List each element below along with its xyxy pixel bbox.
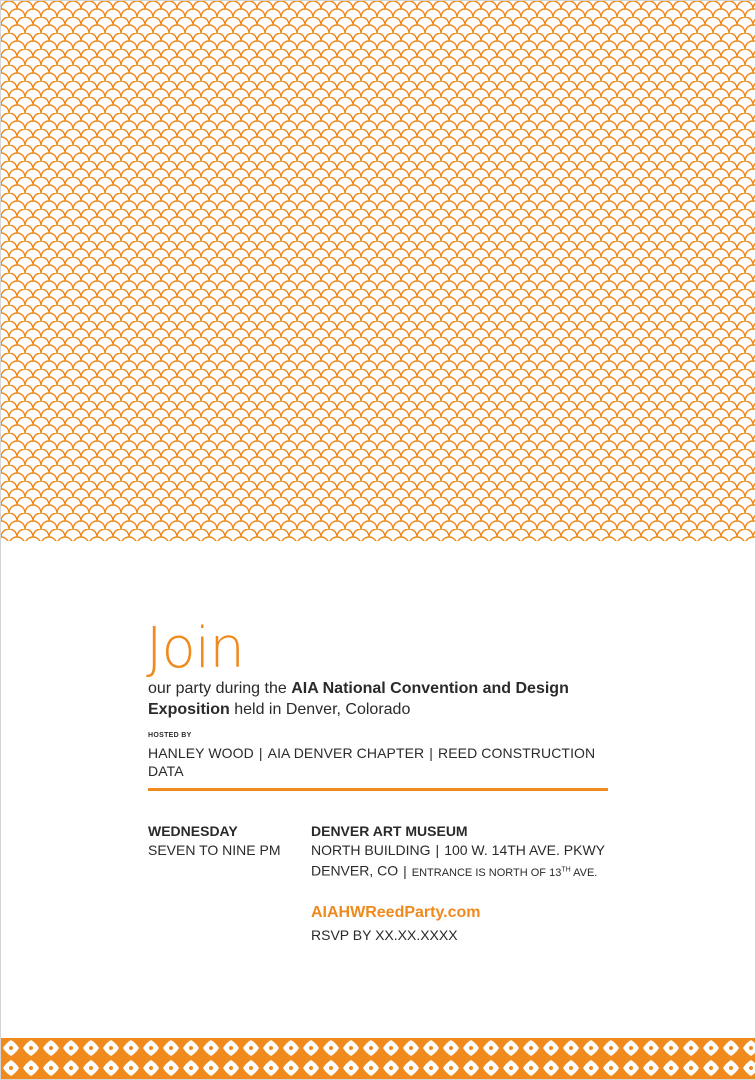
- hosted-by-label: HOSTED BY: [148, 732, 192, 739]
- when-column: [148, 822, 298, 860]
- host-aia-denver: AIA DENVER CHAPTER: [267, 745, 425, 761]
- invitation-intro: [148, 618, 618, 780]
- event-name: AIA National Convention and Design Exposition: [148, 680, 569, 718]
- entrance-note: ENTRANCE IS NORTH OF 13TH AVE.: [411, 866, 598, 879]
- headline: Join: [146, 616, 244, 681]
- venue-street: 100 W. 14TH AVE. PKWY: [444, 842, 605, 858]
- intro-pre: our party during the: [148, 680, 292, 697]
- rsvp-website-link[interactable]: AIAHWReedParty.com: [311, 903, 481, 921]
- venue-city: DENVER, CO: [311, 862, 399, 879]
- host-separator: |: [258, 745, 263, 761]
- address-separator: |: [403, 862, 407, 879]
- scale-pattern-banner: [1, 1, 755, 541]
- quatrefoil-pattern: [1, 1038, 755, 1079]
- scale-pattern: [1, 1, 755, 541]
- venue-name: DENVER ART MUSEUM: [311, 823, 468, 839]
- host-hanley-wood: HANLEY WOOD: [148, 745, 254, 761]
- host-reed: REED CONSTRUCTION DATA: [148, 745, 596, 779]
- intro-text: [148, 678, 618, 720]
- venue-city-line: [311, 860, 631, 883]
- venue-address-line: [311, 841, 631, 860]
- event-time: SEVEN TO NINE PM: [148, 842, 281, 858]
- hosts-list: [148, 744, 618, 780]
- divider-rule: [148, 788, 608, 791]
- rsvp-deadline: RSVP BY XX.XX.XXXX: [311, 926, 458, 943]
- intro-post: held in Denver, Colorado: [229, 701, 411, 718]
- event-day: WEDNESDAY: [148, 823, 238, 839]
- where-column: [311, 822, 631, 945]
- venue-building: NORTH BUILDING: [311, 842, 431, 858]
- quatrefoil-pattern-banner: [1, 1038, 755, 1079]
- host-separator: |: [429, 745, 433, 761]
- address-separator: |: [435, 842, 440, 858]
